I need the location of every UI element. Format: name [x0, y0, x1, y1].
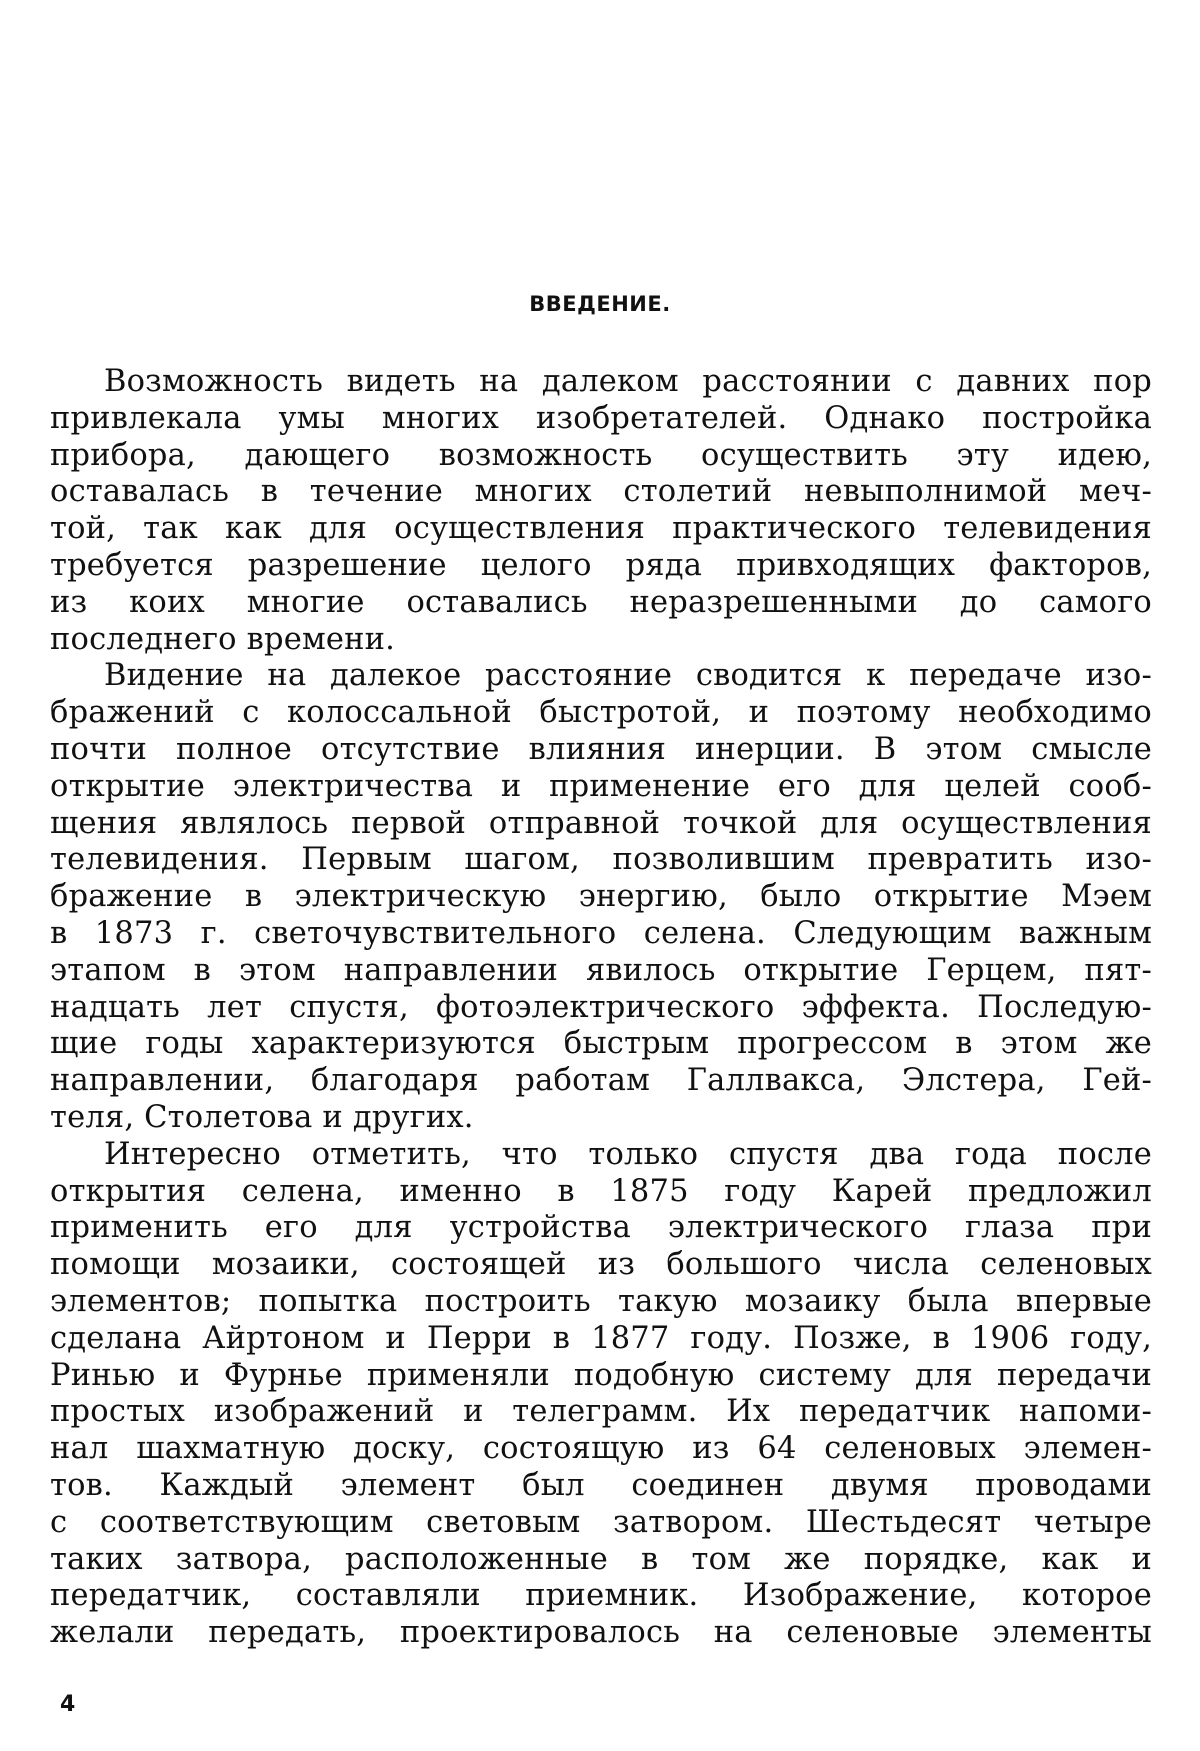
text-line: щие годы характеризуются быстрым прогрессом в этом же — [50, 1026, 1152, 1062]
paragraph — [50, 658, 1152, 1136]
text-line: желали передать, проектировалось на селеновые элементы — [50, 1615, 1152, 1651]
text-line: направлении, благодаря работам Галлвакса, Элстера, Гей- — [50, 1063, 1152, 1099]
text-line: надцать лет спустя, фотоэлектрического эффекта. Последую- — [50, 989, 1152, 1025]
text-line: той, так как для осуществления практического телевидения — [50, 511, 1152, 547]
text-line: открытия селена, именно в 1875 году Карей предложил — [50, 1173, 1152, 1209]
text-line: в 1873 г. светочувствительного селена. Следующим важным — [50, 915, 1152, 951]
text-line: привлекала умы многих изобретателей. Однако постройка — [50, 400, 1152, 436]
text-line: таких затвора, расположенные в том же порядке, как и — [50, 1541, 1152, 1577]
text-line: применить его для устройства электрического глаза при — [50, 1210, 1152, 1246]
text-line: телевидения. Первым шагом, позволившим превратить изо- — [50, 842, 1152, 878]
text-line: нал шахматную доску, состоящую из 64 селеновых элемен- — [50, 1431, 1152, 1467]
paragraph — [50, 1137, 1152, 1652]
text-line: из коих многие оставались неразрешенными до самого — [50, 584, 1152, 620]
text-line: прибора, дающего возможность осуществить эту идею, — [50, 437, 1152, 473]
text-line: щения являлось первой отправной точкой для осуществления — [50, 805, 1152, 841]
text-line: с соответствующим световым затвором. Шестьдесят четыре — [50, 1504, 1152, 1540]
text-line: Видение на далекое расстояние сводится к передаче изо- — [104, 658, 1152, 694]
text-line: Ринью и Фурнье применяли подобную систему для передачи — [50, 1357, 1152, 1393]
text-line: элементов; попытка построить такую мозаику была впервые — [50, 1283, 1152, 1319]
text-line: помощи мозаики, состоящей из большого числа селеновых — [50, 1247, 1152, 1283]
text-line: бражений с колоссальной быстротой, и поэтому необходимо — [50, 695, 1152, 731]
text-line: тов. Каждый элемент был соединен двумя проводами — [50, 1467, 1152, 1503]
text-line: теля, Столетова и других. — [50, 1099, 474, 1135]
text-line: оставалась в течение многих столетий невыполнимой меч- — [50, 474, 1152, 510]
text-line: Интересно отметить, что только спустя два года после — [104, 1136, 1152, 1172]
text-line: требуется разрешение целого ряда привходящих факторов, — [50, 547, 1152, 583]
text-line: бражение в электрическую энергию, было открытие Мэем — [50, 879, 1152, 915]
text-line: простых изображений и телеграмм. Их передатчик напоми- — [50, 1394, 1152, 1430]
page-number: 4 — [60, 1692, 76, 1717]
body-text — [50, 364, 1152, 1652]
text-line: этапом в этом направлении явилось открытие Герцем, пят- — [50, 952, 1152, 988]
chapter-heading: ВВЕДЕНИЕ. — [529, 292, 671, 316]
text-line: Возможность видеть на далеком расстоянии с давних пор — [104, 364, 1152, 399]
text-line: сделана Айртоном и Перри в 1877 году. Позже, в 1906 году, — [50, 1320, 1152, 1356]
text-line: почти полное отсутствие влияния инерции. В этом смысле — [50, 731, 1152, 767]
text-line: последнего времени. — [50, 621, 396, 657]
paragraph — [50, 364, 1152, 658]
text-line: передатчик, составляли приемник. Изображение, которое — [50, 1578, 1152, 1614]
text-line: открытие электричества и применение его для целей сооб- — [50, 768, 1152, 804]
